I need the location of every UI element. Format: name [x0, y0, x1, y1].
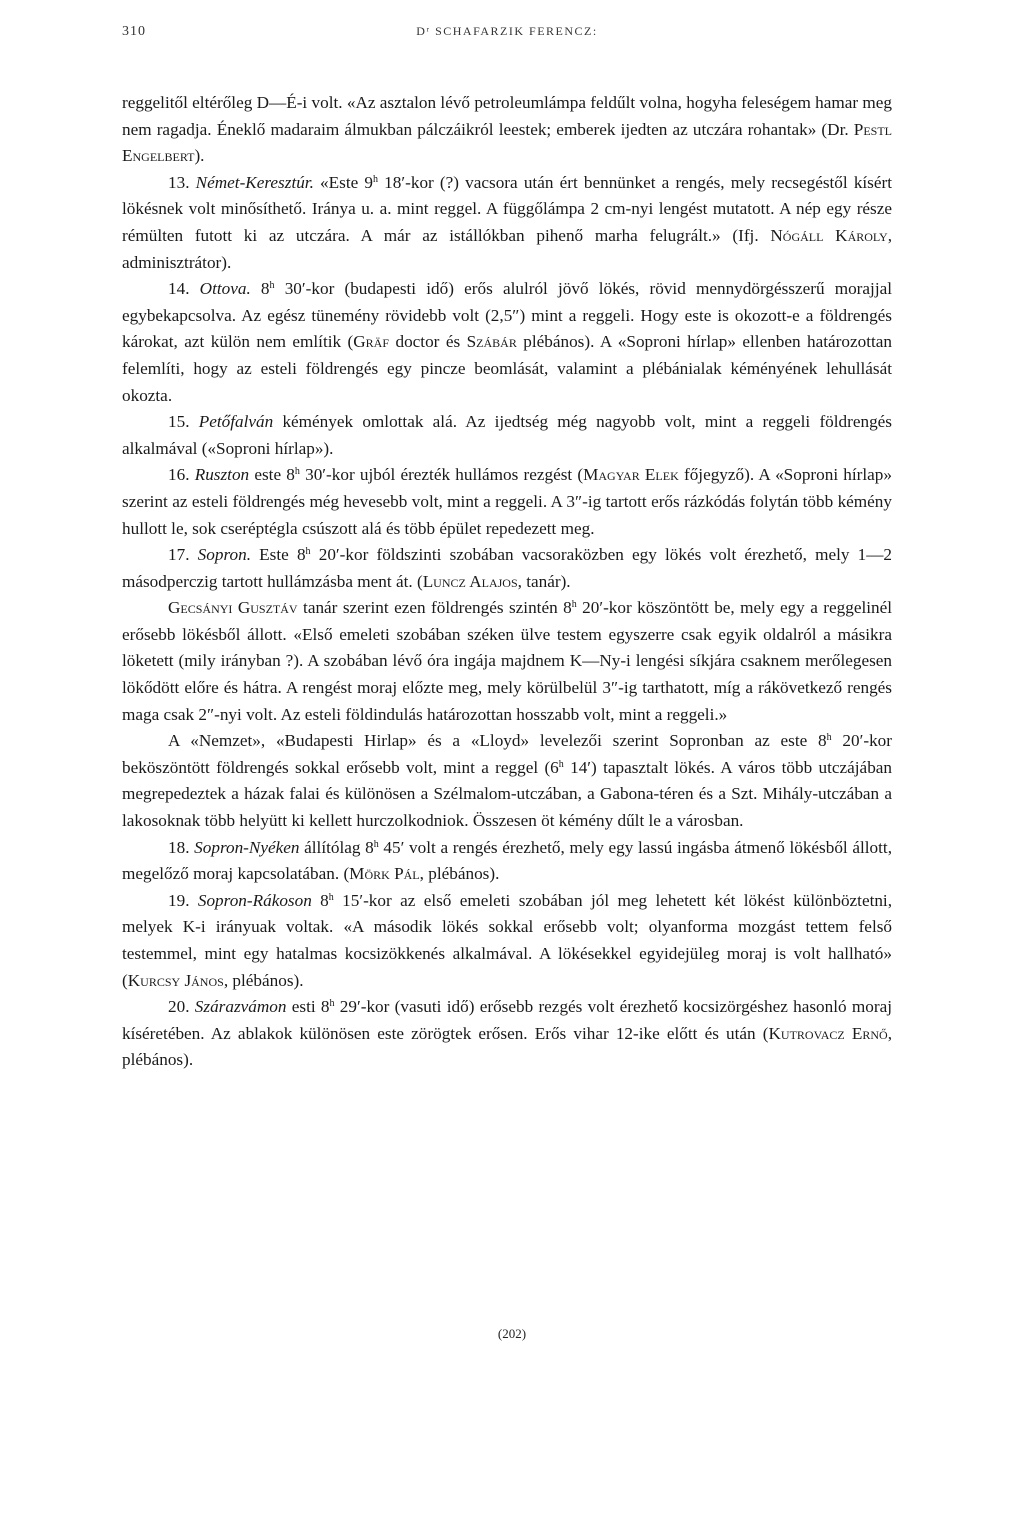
- superscript: h: [269, 280, 275, 292]
- text-run: esti 8: [286, 997, 330, 1017]
- document-body: [122, 90, 892, 1074]
- page-header: [122, 24, 892, 54]
- text-run: főjegyző). A «Soproni hírlap» szerint az esteli földrengés még hevesebb volt, mint a reggeli. A 3″-ig tartott erős rázkódás folytán több kémény hullott le, sok cseréptégla csúszott alá és több épület repedezett meg.: [122, 465, 892, 538]
- author-name: Kurcsy János: [127, 970, 224, 990]
- superscript: h: [826, 732, 832, 744]
- text-run: , tanár).: [517, 571, 571, 591]
- text-run: 29′-kor (vasuti idő) erősebb rezgés volt érezhető kocsizörgéshez hasonló moraj kíséretében. Az ablakok különösen este zörögtek erősen. Erős vihar 12-ike előtt és után (: [122, 997, 892, 1043]
- author-name: Luncz Alajos: [422, 571, 518, 591]
- text-run: , adminisztrátor).: [122, 225, 893, 272]
- superscript: h: [571, 599, 577, 611]
- text-run: tanár szerint ezen földrengés szintén 8: [297, 598, 572, 618]
- place-name: Szárazvámon: [194, 997, 287, 1017]
- paragraph: [122, 728, 892, 834]
- superscript: h: [373, 838, 379, 850]
- superscript: h: [373, 173, 379, 185]
- text-run: , plébános).: [122, 1023, 892, 1070]
- paragraph: [122, 542, 892, 595]
- text-run: 20′-kor köszöntött be, mely egy a reggelinél erősebb lökésből állott. «Első emeleti szobában széken ülve testem egyszerre csak egyik oldalról a másikra löketett (mily irányban ?). A szobában lévő óra ingája majdnem K—Ny-i lengési síkjára csaknem merőlegesen lökődött előre és hátra. A rengést moraj előzte meg, mely körülbelül 3″-ig tarthatott, míg a rákövetkező rengés maga csak 2″-nyi volt. Az esteli földindulás határozottan hosszabb volt, mint a reggeli.»: [122, 598, 892, 724]
- text-run: 20′-kor földszinti szobában vacsoraközben egy lökés volt érezhető, mely 1—2 másodperczig tartott hullámzásba ment át. (: [122, 545, 892, 591]
- running-title: Dʳ SCHAFARZIK FERENCZ:: [416, 24, 598, 38]
- superscript: h: [305, 546, 311, 558]
- text-run: 20′-kor beköszöntött földrengés sokkal erősebb volt, mint a reggel (6: [122, 731, 892, 777]
- text-run: 8: [250, 279, 270, 299]
- place-name: Ruszton: [194, 465, 250, 485]
- superscript: h: [328, 891, 334, 903]
- place-name: Ottova.: [199, 279, 251, 299]
- text-run: 19.: [168, 890, 198, 910]
- paragraph: [122, 462, 892, 542]
- text-run: 45′ volt a rengés érezhető, mely egy lassú ingásba átmenő lökésből állott, megelőző moraj kapcsolatában. (: [122, 837, 892, 884]
- paragraph: [122, 409, 892, 462]
- text-run: A «Nemzet», «Budapesti Hirlap» és a «Lloyd» levelezői szerint Sopronban az este 8: [168, 731, 827, 751]
- text-run: este 8: [249, 465, 295, 485]
- paragraph: [122, 835, 892, 888]
- paragraph: [122, 170, 892, 276]
- text-run: 14.: [168, 279, 200, 299]
- text-run: Este 8: [251, 545, 306, 565]
- paragraph: [122, 595, 892, 728]
- text-run: 18′-kor (?) vacsora után ért bennünket a rengés, mely recsegéstől kísért lökésnek volt minősíthető. Iránya u. a. mint reggel. A függőlámpa 2 cm-nyi lengést mutatott. A nép egy része rémülten futott ki az utczára. A már az istállókban pihenő marha felugrált.» (Ifj.: [122, 172, 893, 245]
- author-name: Gräf: [353, 332, 390, 352]
- paragraph: [122, 888, 892, 994]
- text-run: plébános). A «Soproni hírlap» ellenben határozottan felemlíti, hogy az esteli földrengés egy pincze beomlását, valamint a plébánialak kéményének lehullását okozta.: [122, 332, 892, 405]
- text-run: kémények omlottak alá. Az ijedtség még nagyobb volt, mint a reggeli földrengés alkalmával («Soproni hírlap»).: [122, 412, 892, 458]
- text-run: 13.: [168, 172, 196, 192]
- text-run: 15.: [168, 412, 199, 432]
- place-name: Petőfalván: [198, 412, 274, 432]
- text-run: 30′-kor ujból érezték hullámos rezgést (: [299, 465, 584, 485]
- place-name: Német-Keresztúr.: [195, 172, 314, 192]
- superscript: h: [558, 758, 564, 770]
- paragraph: [122, 276, 892, 409]
- text-run: 16.: [168, 465, 195, 485]
- text-run: «Este 9: [313, 172, 374, 192]
- page-footer-reference: (202): [497, 1326, 527, 1341]
- text-run: 30′-kor (budapesti idő) erős alulról jövő lökés, rövid mennydörgésszerű morajjal egybekapcsolva. Az egész tünemény rövidebb volt (2,5″) mint a reggeli. Hogy este is okozott-e a földrengés károkat, azt külön nem említik (: [122, 279, 892, 352]
- author-name: Mörk Pál: [349, 864, 420, 884]
- text-run: állítólag 8: [299, 837, 374, 857]
- text-run: ).: [194, 146, 205, 166]
- superscript: h: [329, 998, 335, 1010]
- text-run: reggelitől eltérőleg D—É-i volt. «Az asztalon lévő petroleumlámpa feldűlt volna, hogyha feleségem hamar meg nem ragadja. Éneklő madaraim álmukban pálczáikról leestek; emberek ijedten az utczára rohantak» (Dr.: [122, 93, 892, 139]
- text-run: 8: [311, 890, 329, 910]
- author-name: Szábár: [466, 332, 517, 352]
- text-run: 15′-kor az első emeleti szobában jól meg lehetett két lökést különböztetni, melyek K-i irányuak voltak. «A második lökés sokkal erősebb volt; olyanforma mozgást tettem felső testemmel, mint egy hatalmas kocsizökkenés alkalmával. A lökésekkel egyidejüleg moraj is volt hallható» (: [122, 890, 893, 990]
- text-run: , plébános).: [223, 970, 304, 990]
- author-name: Gecsányi Gusztáv: [168, 598, 298, 618]
- text-run: 18.: [168, 837, 195, 857]
- place-name: Sopron.: [197, 545, 251, 565]
- paragraph: [122, 90, 892, 170]
- author-name: Nógáll Károly: [770, 225, 888, 245]
- page-number: 310: [122, 24, 146, 39]
- place-name: Sopron-Nyéken: [194, 837, 300, 857]
- text-run: 20.: [168, 997, 195, 1017]
- place-name: Sopron-Rákoson: [197, 890, 312, 910]
- text-run: , plébános).: [419, 864, 500, 884]
- paragraph: [122, 994, 892, 1074]
- text-run: 14′) tapasztalt lökés. A város több utczájában megrepedeztek a házak falai és különösen a Szélmalom-utczában, a Gabona-téren és a Szt. Mihály-utczában a lakosoknak több helyütt ki kellett hurczolkodniok. Összesen öt kémény dűlt le a városban.: [122, 757, 893, 831]
- superscript: h: [294, 466, 300, 478]
- text-run: doctor és: [389, 332, 467, 352]
- author-name: Kutrovacz Ernő: [768, 1023, 888, 1043]
- author-name: Magyar Elek: [583, 465, 679, 485]
- text-run: 17.: [168, 545, 198, 565]
- author-name: Pestl Engelbert: [122, 119, 892, 166]
